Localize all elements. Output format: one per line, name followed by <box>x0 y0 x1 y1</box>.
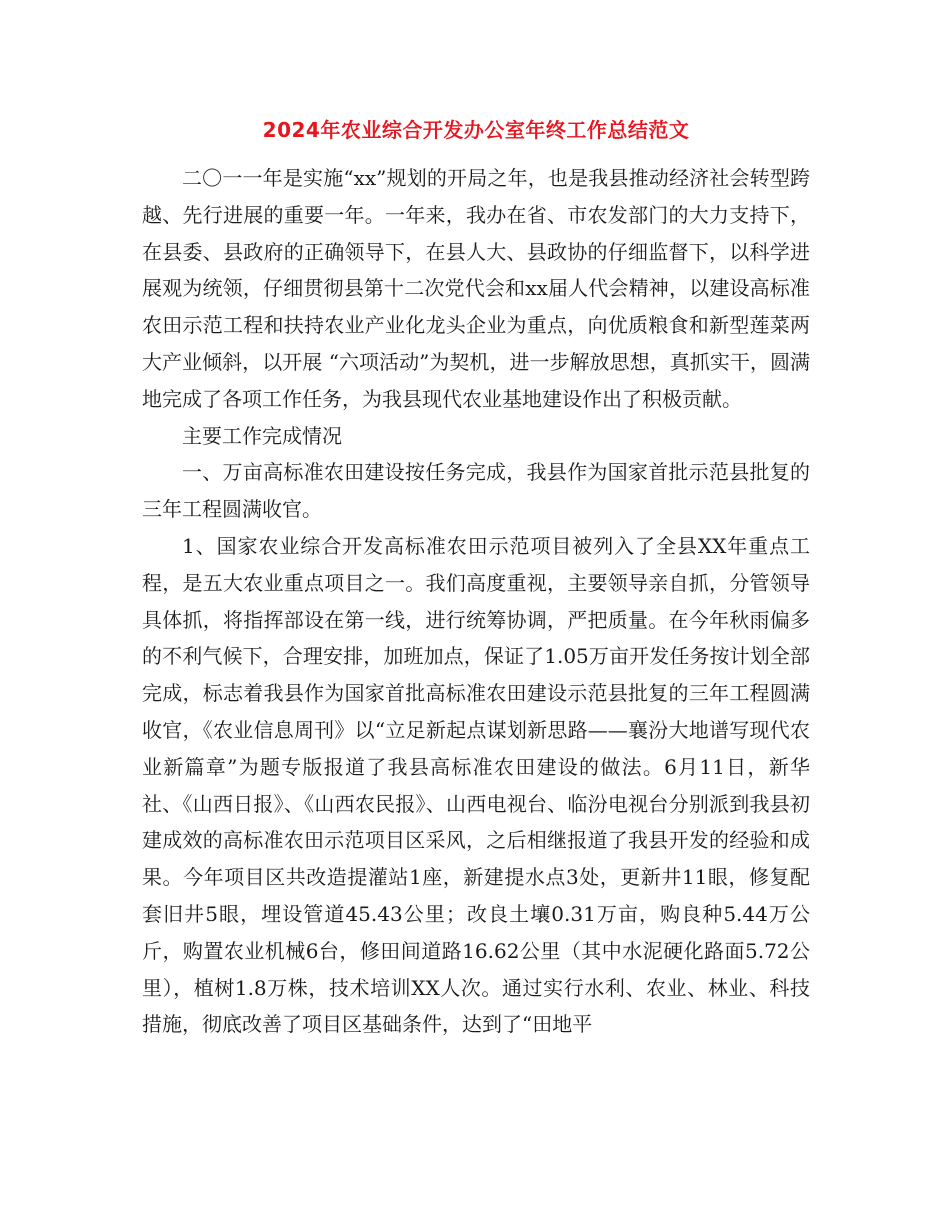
section-heading: 主要工作完成情况 <box>182 423 342 448</box>
document-title: 2024年农业综合开发办公室年终工作总结范文 <box>262 118 690 142</box>
subsection-heading: 一、万亩高标准农田建设按任务完成，我县作为国家首批示范县批复的三年工程圆满收官。 <box>142 460 810 522</box>
intro-paragraph: 二〇一一年是实施“xx”规划的开局之年，也是我县推动经济社会转型跨越、先行进展的重要一年。一年来，我办在省、市农发部门的大力支持下，在县委、县政府的正确领导下，在县人大、县政协的仔细监督下，以科学进展观为统领，仔细贯彻县第十二次党代会和xx届人代会精神，以建设高标准农田示范工程和扶持农业产业化龙头企业为重点，向优质粮食和新型莲菜两大产业倾斜，以开展 “六项活动”为契机，进一步解放思想，真抓实干，圆满地完成了各项工作任务，为我县现代农业基地建设作出了积极贡献。 <box>142 166 810 411</box>
body-paragraph: 1、国家农业综合开发高标准农田示范项目被列入了全县XX年重点工程，是五大农业重点项目之一。我们高度重视，主要领导亲自抓，分管领导具体抓，将指挥部设在第一线，进行统筹协调，严把质量。在今年秋雨偏多的不利气候下，合理安排，加班加点，保证了1.05万亩开发任务按计划全部完成，标志着我县作为国家首批高标准农田建设示范县批复的三年工程圆满收官，《农业信息周刊》以“立足新起点谋划新思路——襄汾大地谱写现代农业新篇章”为题专版报道了我县高标准农田建设的做法。6月11日，新华社、《山西日报》、《山西农民报》、山西电视台、临汾电视台分别派到我县初建成效的高标准农田示范项目区采风，之后相继报道了我县开发的经验和成果。今年项目区共改造提灌站1座，新建提水点3处，更新井11眼，修复配套旧井5眼，埋设管道45.43公里；改良土壤0.31万亩，购良种5.44万公斤，购置农业机械6台，修田间道路16.62公里（其中水泥硬化路面5.72公里），植树1.8万株，技术培训XX人次。通过实行水利、农业、林业、科技措施，彻底改善了项目区基础条件，达到了“田地平 <box>142 533 810 1037</box>
document-page <box>142 112 810 1043</box>
